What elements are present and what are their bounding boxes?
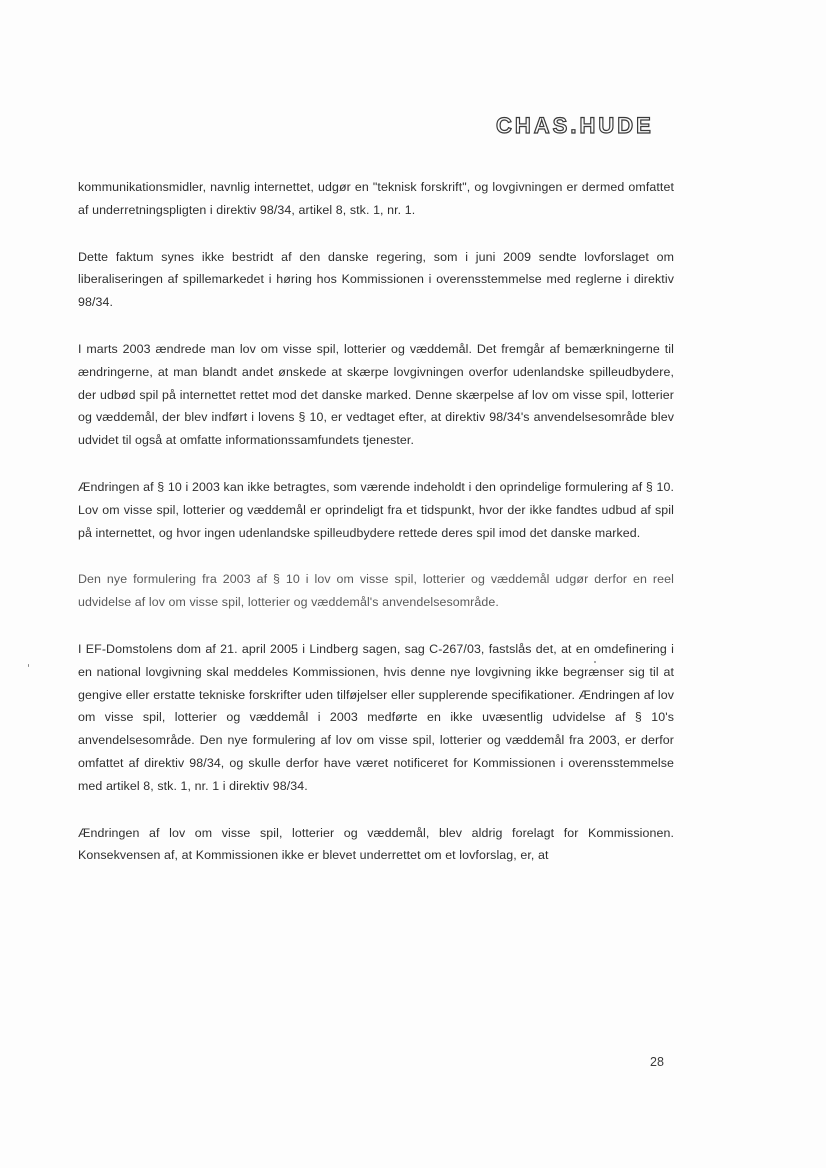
paragraph-4: Ændringen af § 10 i 2003 kan ikke betragtes, som værende indeholdt i den oprindelige formulering af § 10. Lov om visse spil, lotterier og væddemål er oprindeligt fra et tidspunkt, hvor der ikke fandtes udbud af spil på internettet, og hvor ingen udenlandske spilleudbydere rettede deres spil imod det danske marked. (78, 479, 674, 540)
company-logo: CHAS.HUDE (496, 113, 654, 138)
paragraph-6: I EF-Domstolens dom af 21. april 2005 i Lindberg sagen, sag C-267/03, fastslås det, at en omdefinering i en national lovgivning skal meddeles Kommissionen, hvis denne nye lovgivning ikke begrænser sig til at gengive eller erstatte tekniske forskrifter uden tilføjelser eller supplerende specifikationer. Ændringen af lov om visse spil, lotterier og væddemål i 2003 medførte en ikke uvæsentlig udvidelse af § 10's anvendelsesområde. Den nye formulering af lov om visse spil, lotterier og væddemål fra 2003, er derfor omfattet af direktiv 98/34, og skulle derfor have været notificeret for Kommissionen i overensstemmelse med artikel 8, stk. 1, nr. 1 i direktiv 98/34. (78, 641, 674, 793)
paragraph-5: Den nye formulering fra 2003 af § 10 i lov om visse spil, lotterier og væddemål udgør derfor en reel udvidelse af lov om visse spil, lotterier og væddemål's anvendelsesområde. (78, 572, 674, 610)
paragraph-1: kommunikationsmidler, navnlig internettet, udgør en "teknisk forskrift", og lovgivningen er dermed omfattet af underretningspligten i direktiv 98/34, artikel 8, stk. 1, nr. 1. (78, 180, 674, 217)
paragraph-3: I marts 2003 ændrede man lov om visse spil, lotterier og væddemål. Det fremgår af bemærkningerne til ændringerne, at man blandt andet ønskede at skærpe lovgivningen overfor udenlandske spilleudbydere, der udbød spil på internettet rettet mod det danske marked. Denne skærpelse af lov om visse spil, lotterier og væddemål, der blev indført i lovens § 10, er vedtaget efter, at direktiv 98/34's anvendelsesområde blev udvidet til også at omfatte informationssamfundets tjenester. (78, 341, 674, 448)
paragraph-2: Dette faktum synes ikke bestridt af den danske regering, som i juni 2009 sendte lovforslaget om liberaliseringen af spillemarkedet i høring hos Kommissionen i overensstemmelse med reglerne i direktiv 98/34. (78, 249, 674, 310)
paragraph-7: Ændringen af lov om visse spil, lotterier og væddemål, blev aldrig forelagt for Kommissionen. Konsekvensen af, at Kommissionen ikke er blevet underrettet om et lovforslag, er, at (78, 825, 674, 863)
page-number: 28 (650, 1055, 664, 1069)
scan-speck (594, 661, 596, 663)
scan-speck (28, 664, 29, 667)
document-body (78, 176, 674, 889)
